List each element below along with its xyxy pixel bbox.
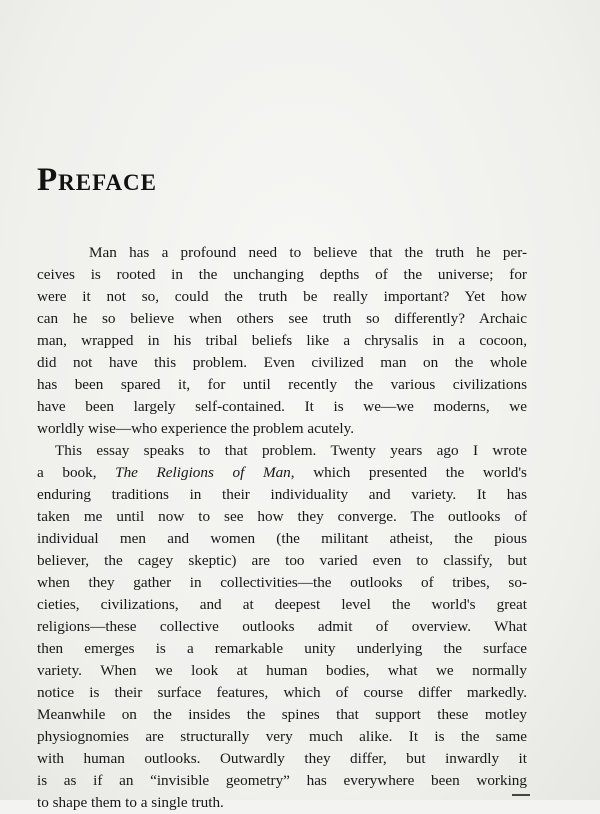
text-line: were it not so, could the truth be really important? Yet how xyxy=(37,288,527,305)
text-line: physiognomies are structurally very much alike. It is the same xyxy=(37,728,527,745)
book-title: The Religions of Man xyxy=(115,464,291,481)
text-line: taken me until now to see how they converge. The outlooks of xyxy=(37,508,527,525)
text-line: is as if an “invisible geometry” has everywhere been working xyxy=(37,772,527,789)
text-line: then emerges is a remarkable unity underlying the surface xyxy=(37,640,527,657)
text-line: have been largely self-contained. It is we—we moderns, we xyxy=(37,398,527,415)
text-line: variety. When we look at human bodies, what we normally xyxy=(37,662,527,679)
text-line-with-title xyxy=(37,462,527,484)
text-line: man, wrapped in his tribal beliefs like a chrysalis in a cocoon, xyxy=(37,332,527,349)
text-line: to shape them to a single truth. xyxy=(37,794,224,811)
text-line: enduring traditions in their individuality and variety. It has xyxy=(37,486,527,503)
text-line: did not have this problem. Even civilized man on the whole xyxy=(37,354,527,371)
text-line: ceives is rooted in the unchanging depths of the universe; for xyxy=(37,266,527,283)
text-line: with human outlooks. Outwardly they differ, but inwardly it xyxy=(37,750,527,767)
paragraph-1 xyxy=(37,242,527,440)
text-line: religions—these collective outlooks admit of overview. What xyxy=(37,618,527,635)
page-title: Preface xyxy=(37,162,158,198)
text-line: cieties, civilizations, and at deepest level the world's great xyxy=(37,596,527,613)
text-line: notice is their surface features, which of course differ markedly. xyxy=(37,684,527,701)
text-line: This essay speaks to that problem. Twenty years ago I wrote xyxy=(55,442,527,459)
text-line: Meanwhile on the insides the spines that support these motley xyxy=(37,706,527,723)
page-edge-mark xyxy=(512,794,530,800)
text-line: Man has a profound need to believe that the truth he per- xyxy=(89,244,527,261)
paragraph-2 xyxy=(37,440,527,814)
text-fragment: , which presented the world's xyxy=(290,464,527,481)
text-fragment: a book, xyxy=(37,464,116,481)
body-text xyxy=(37,242,527,814)
text-line: worldly wise—who experience the problem acutely. xyxy=(37,420,355,437)
text-line: individual men and women (the militant atheist, the pious xyxy=(37,530,527,547)
text-line: believer, the cagey skeptic) are too varied even to classify, but xyxy=(37,552,527,569)
text-line: can he so believe when others see truth so differently? Archaic xyxy=(37,310,527,327)
text-line: when they gather in collectivities—the outlooks of tribes, so- xyxy=(37,574,527,591)
text-line: has been spared it, for until recently the various civilizations xyxy=(37,376,527,393)
